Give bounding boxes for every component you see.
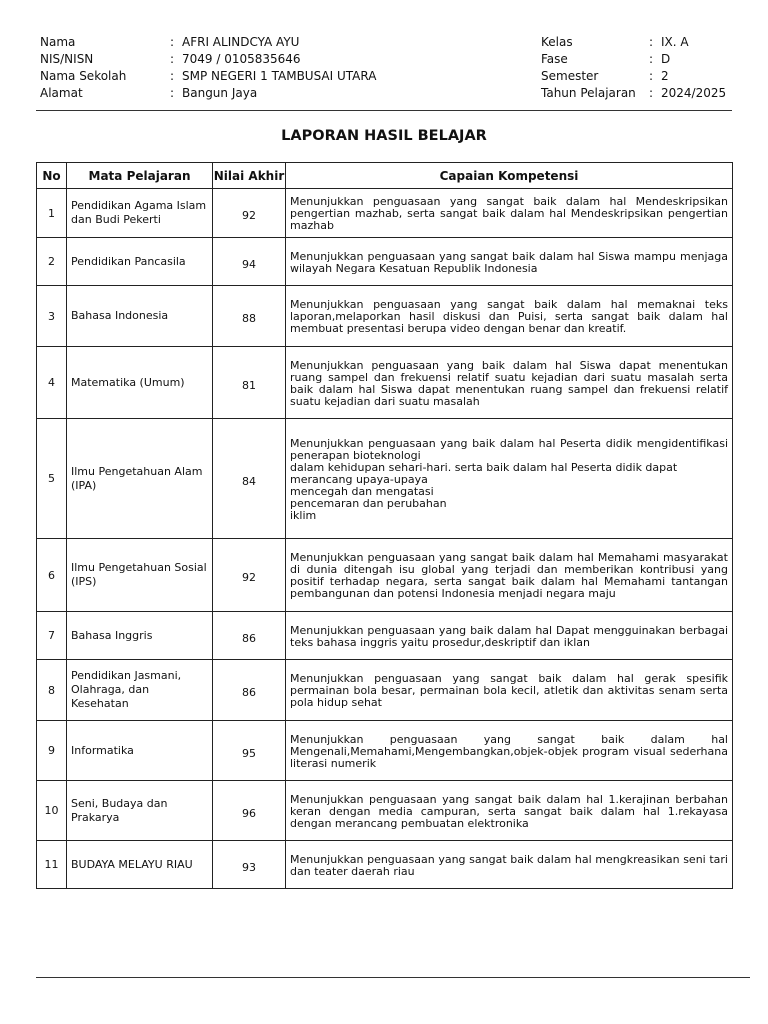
kelas-label: Kelas	[541, 35, 573, 49]
kelas-value: IX. A	[661, 35, 689, 49]
semester-value: 2	[661, 69, 669, 83]
row-number: 3	[37, 286, 67, 347]
final-grade: 84	[213, 419, 286, 539]
colon: :	[649, 86, 654, 100]
colon: :	[649, 35, 654, 49]
student-name-row	[40, 34, 376, 51]
competency-description	[286, 238, 733, 286]
class-info	[541, 34, 726, 102]
nis-label: NIS/NISN	[40, 52, 94, 66]
competency-line: Menunjukkan penguasaan yang baik dalam hal Siswa dapat menentukan ruang sampel dan frekuensi relatif suatu kejadian dari suatu masalah serta baik dalam hal Siswa dapat menentukan ruang sampel dan frekuensi relatif suatu kejadian dari suatu masalah	[290, 358, 728, 408]
competency-line: pencemaran dan perubahan	[290, 496, 447, 510]
table-row	[37, 189, 733, 238]
competency-line: mencegah dan mengatasi	[290, 484, 434, 498]
competency-line: Menunjukkan penguasaan yang sangat baik dalam hal mengkreasikan seni tari dan teater daerah riau	[290, 852, 728, 878]
competency-description	[286, 781, 733, 841]
final-grade: 93	[213, 841, 286, 889]
colon: :	[170, 35, 175, 49]
competency-line: dalam kehidupan sehari-hari. serta baik dalam hal Peserta didik dapat	[290, 460, 678, 474]
row-number: 5	[37, 419, 67, 539]
row-number: 1	[37, 189, 67, 238]
competency-line: Menunjukkan penguasaan yang baik dalam hal Peserta didik mengidentifikasi penerapan bioteknologi	[290, 436, 728, 462]
subject-name: Bahasa Inggris	[67, 612, 213, 660]
competency-description	[286, 419, 733, 539]
competency-description	[286, 539, 733, 612]
competency-line: Menunjukkan penguasaan yang sangat baik dalam hal 1.kerajinan berbahan keran dengan media campuran, serta sangat baik dalam hal 1.rekayasa dengan merancang pembuatan elektronika	[290, 792, 728, 830]
subject-name: Informatika	[67, 721, 213, 781]
address: Bangun Jaya	[182, 86, 258, 100]
name-label: Nama	[40, 35, 76, 49]
student-nis-row	[40, 51, 376, 68]
final-grade: 95	[213, 721, 286, 781]
school-name: SMP NEGERI 1 TAMBUSAI UTARA	[182, 69, 377, 83]
header-divider	[36, 110, 732, 111]
competency-description	[286, 189, 733, 238]
header-competency: Capaian Kompetensi	[286, 163, 733, 189]
row-number: 6	[37, 539, 67, 612]
student-info	[40, 34, 376, 102]
address-row	[40, 85, 376, 102]
competency-line: merancang upaya-upaya	[290, 472, 428, 486]
table-row	[37, 721, 733, 781]
final-grade: 94	[213, 238, 286, 286]
table-row	[37, 286, 733, 347]
final-grade: 92	[213, 189, 286, 238]
final-grade: 81	[213, 347, 286, 419]
table-header-row	[37, 163, 733, 189]
tahun-row	[541, 85, 726, 102]
final-grade: 86	[213, 612, 286, 660]
colon: :	[170, 86, 175, 100]
school-label: Nama Sekolah	[40, 69, 127, 83]
tahun-label: Tahun Pelajaran	[541, 86, 636, 100]
header-no: No	[37, 163, 67, 189]
footer-divider	[36, 977, 750, 978]
subject-name: Pendidikan Jasmani, Olahraga, dan Kesehatan	[67, 660, 213, 721]
subject-name: Pendidikan Agama Islam dan Budi Pekerti	[67, 189, 213, 238]
row-number: 11	[37, 841, 67, 889]
final-grade: 86	[213, 660, 286, 721]
school-row	[40, 68, 376, 85]
subject-name: Ilmu Pengetahuan Alam (IPA)	[67, 419, 213, 539]
row-number: 4	[37, 347, 67, 419]
competency-description	[286, 721, 733, 781]
table-row	[37, 419, 733, 539]
student-name: AFRI ALINDCYA AYU	[182, 35, 300, 49]
competency-description	[286, 286, 733, 347]
tahun-value: 2024/2025	[661, 86, 727, 100]
address-label: Alamat	[40, 86, 83, 100]
subject-name: Seni, Budaya dan Prakarya	[67, 781, 213, 841]
row-number: 8	[37, 660, 67, 721]
row-number: 10	[37, 781, 67, 841]
table-row	[37, 347, 733, 419]
kelas-row	[541, 34, 726, 51]
table-row	[37, 612, 733, 660]
colon: :	[649, 52, 654, 66]
report-title: LAPORAN HASIL BELAJAR	[281, 128, 487, 144]
semester-row	[541, 68, 726, 85]
table-row	[37, 781, 733, 841]
row-number: 2	[37, 238, 67, 286]
colon: :	[170, 69, 175, 83]
grades-table	[36, 162, 733, 889]
competency-line: Menunjukkan penguasaan yang sangat baik dalam hal gerak spesifik permainan bola besar, permainan bola kecil, atletik dan aktivitas senam serta pola hidup sehat	[290, 672, 728, 709]
subject-name: Pendidikan Pancasila	[67, 238, 213, 286]
competency-line: Menunjukkan penguasaan yang sangat baik dalam hal Siswa mampu menjaga wilayah Negara Kesatuan Republik Indonesia	[290, 249, 728, 275]
final-grade: 88	[213, 286, 286, 347]
competency-line: Menunjukkan penguasaan yang sangat baik dalam hal Mengenali,Memahami,Mengembangkan,objek-objek program visual sederhana literasi numerik	[290, 732, 728, 770]
subject-name: BUDAYA MELAYU RIAU	[67, 841, 213, 889]
competency-line: Menunjukkan penguasaan yang sangat baik dalam hal memaknai teks laporan,melaporkan hasil diskusi dan Puisi, serta sangat baik dalam hal membuat presentasi berupa video dengan benar dan kreatif.	[290, 298, 728, 335]
competency-line: iklim	[290, 508, 317, 522]
row-number: 7	[37, 612, 67, 660]
table-row	[37, 539, 733, 612]
competency-description	[286, 660, 733, 721]
colon: :	[170, 52, 175, 66]
competency-description	[286, 841, 733, 889]
competency-description	[286, 347, 733, 419]
competency-line: Menunjukkan penguasaan yang baik dalam hal Dapat mengguinakan berbagai teks bahasa inggris yaitu prosedur,deskriptif dan iklan	[290, 623, 728, 649]
subject-name: Matematika (Umum)	[67, 347, 213, 419]
row-number: 9	[37, 721, 67, 781]
competency-line: Menunjukkan penguasaan yang sangat baik dalam hal Memahami masyarakat di dunia ditengah isu global yang terjadi dan memberikan kontribusi yang positif terhadap negara, serta sangat baik dalam hal Memahami tantangan pembangunan dan potensi Indonesia menjadi negara maju	[290, 551, 728, 600]
final-grade: 96	[213, 781, 286, 841]
student-nis: 7049 / 0105835646	[182, 52, 301, 66]
table-row	[37, 238, 733, 286]
subject-name: Ilmu Pengetahuan Sosial (IPS)	[67, 539, 213, 612]
table-row	[37, 841, 733, 889]
fase-row	[541, 51, 726, 68]
semester-label: Semester	[541, 69, 599, 83]
table-row	[37, 660, 733, 721]
competency-line: Menunjukkan penguasaan yang sangat baik dalam hal Mendeskripsikan pengertian mazhab, serta sangat baik dalam hal Mendeskripsikan pengertian mazhab	[290, 195, 728, 232]
fase-label: Fase	[541, 52, 568, 66]
header-subject: Mata Pelajaran	[67, 163, 213, 189]
competency-description	[286, 612, 733, 660]
final-grade: 92	[213, 539, 286, 612]
fase-value: D	[661, 52, 671, 66]
header-grade: Nilai Akhir	[213, 163, 286, 189]
subject-name: Bahasa Indonesia	[67, 286, 213, 347]
colon: :	[649, 69, 654, 83]
